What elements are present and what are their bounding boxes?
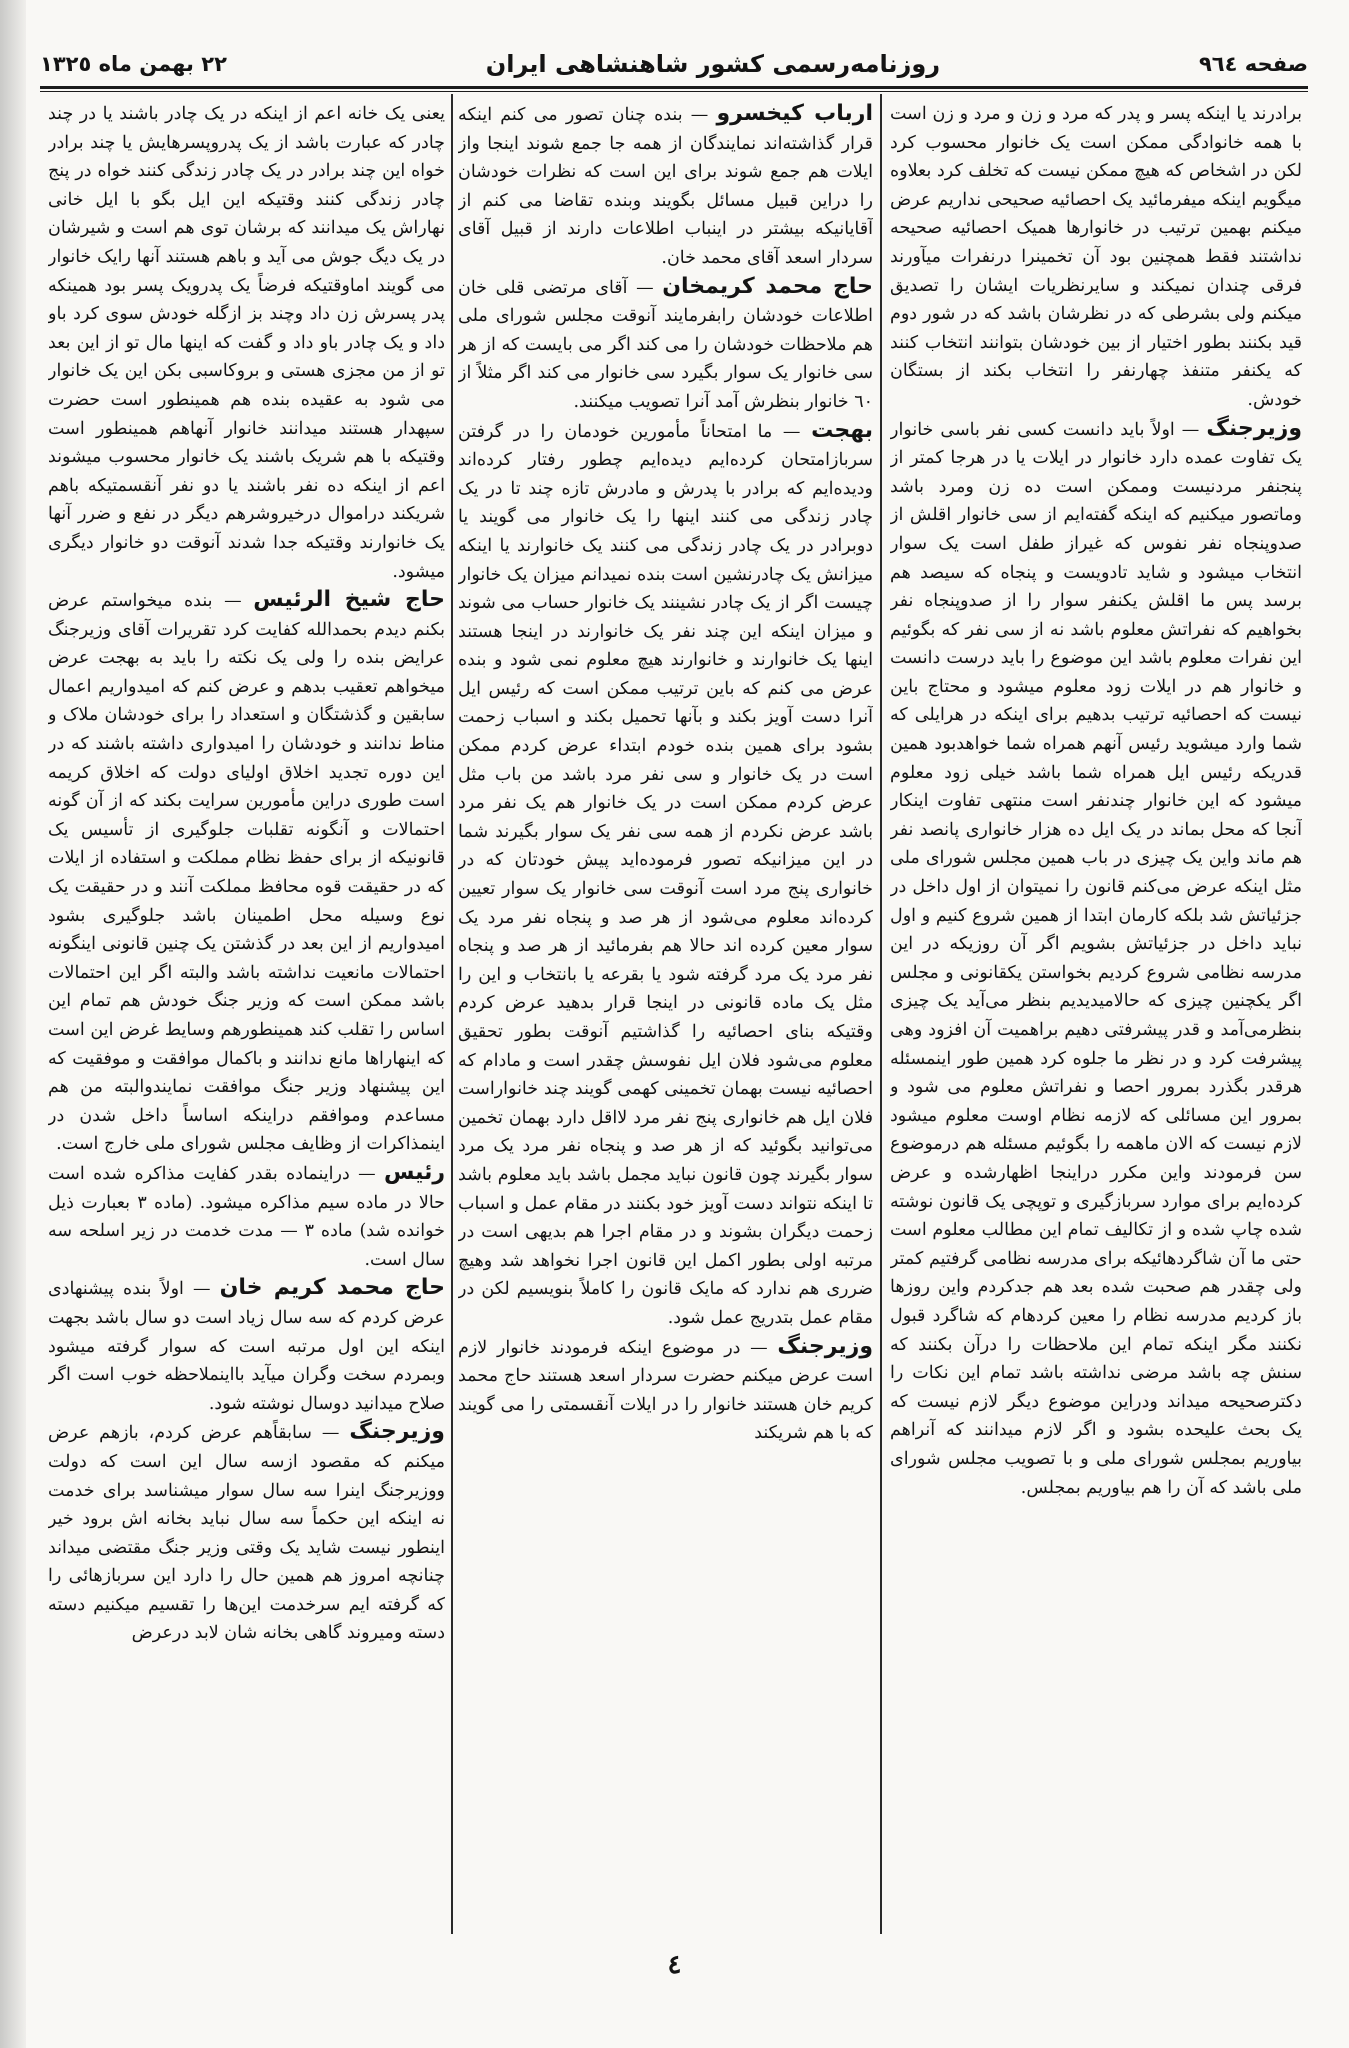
speaker-name: ارباب کیخسرو bbox=[716, 101, 873, 126]
speaker-name: وزیرجنگ bbox=[1206, 415, 1302, 441]
page-number: ٤ bbox=[667, 1950, 682, 1980]
page-edge-shadow bbox=[0, 0, 26, 2048]
paragraph-text: — اولاً باید دانست کسی نفر باسی خانوار یک تفاوت عمده دارد خانوار در ایلات یا در هرجا کمتر از پنجنفر مردنیست وممکن است ده زن ومرد باشد وماتصور میکنیم که اینکه گفته‌ایم از سی خانوار اقلش از صدوپنجاه نفر نفوس که غیراز طفل است یک سوار انتخاب میشود و شاید تادویست و پنجاه که سیصد هم برسد پس ما اقلش یکنفر سوار را از صدوپنجاه نفر بخواهیم که نفراتش معلوم باشد نه از سی نفر که بگوئیم این نفرات معلوم باشد این موضوع را باید درست دانست و خانوار هم در ایلات زود معلوم میشود و محتاج باین نیست که احصائیه ترتیب بدهیم برای اینکه در هرایلی که شما وارد میشوید رئیس آنهم همراه شما خواهدبود همین قدریکه رئیس ایل همراه شما باشد خیلی زود معلوم میشود که این خانوار چندنفر است منتهی تفاوت اینکار آنجا که محل بماند در یک ایل ده هزار خانواری پانصد نفر هم ماند واین یک چیزی در باب همین مجلس شورای ملی مثل اینکه عرض می‌کنم قانون را نمیتوان از اول داخل در جزئیاتش شد بلکه کارمان ابتدا از همین شروع کنیم و اول نباید داخل در جزئیاتش بشویم اگر آن روزیکه در این مدرسه نظامی شروع کردیم بخواستن یکقانونی و مجلس اگر یکچنین چیزی که حالامیدیدیم بنظر می‌آید یک چیزی بنظرمی‌آمد و قدر پیشرفتی دهیم براهمیت آن افزود وهی پیشرفت کرد و در نظر ما جلوه کرد همین طور اینمسئله هرقدر بگذرد بمرور احصا و نفراتش معلوم می شود و بمرور این مسائلی که لازمه نظام اوست معلوم میشود لازم نیست که الان ماهمه را بگوئیم مسئله هم درموضوع سن فرمودند واین مکرر دراینجا اظهارشده و عرض کرده‌ایم برای موارد سربازگیری و توپچی یک قانون نوشته شده چاپ شده و از تکالیف تمام این مطالب معلوم است حتی ما آن شاگردهائیکه برای مدرسه نظامی گرفتیم کمتر ولی چقدر هم صحبت شده بعد هم جدکردم واین روزها باز کردیم مدرسه نظام را معین کردهام که شاگرد قبول نکنند مگر اینکه تمام این ملاحظات را درآن بکنند که سنش چه باشد مرضی نداشته باشد تمام این نکات را دکترصحیحه میداند ودراین موضوع دیگر لازم نیست که یک بحث علیحده بشود و اگر لازم میدانند که آنراهم بیاوریم بمجلس شورای ملی و با تصویب مجلس شورای ملی باشد که آن را هم بیاوریم بمجلس. bbox=[890, 419, 1302, 1498]
paragraph bbox=[48, 1274, 445, 1418]
page-label: صفحه ٩٦٤ bbox=[1198, 52, 1308, 76]
paragraph bbox=[48, 1418, 445, 1648]
speaker-name: حاج شیخ الرئیس bbox=[253, 587, 445, 613]
column-left bbox=[48, 100, 445, 1930]
column-divider-left bbox=[451, 94, 453, 1934]
speaker-name: حاج محمد کریمخان bbox=[662, 273, 873, 299]
column-divider-right bbox=[880, 94, 882, 1934]
speaker-name: رئیس bbox=[383, 1159, 445, 1185]
paragraph bbox=[890, 100, 1302, 415]
paragraph bbox=[458, 100, 873, 273]
header-rule-thin bbox=[40, 91, 1308, 92]
paragraph bbox=[48, 1159, 445, 1274]
paragraph-text: — اولاً بنده پیشنهادی عرض کردم که سه سال زیاد است دو سال باشد بجهت اینکه این اول مرتبه است که سوار گرفته میشود وبمردم سخت وگران میآید بااینملاحظه خوب است اگر صلاح میدانید دوسال نوشته شود. bbox=[48, 1279, 445, 1414]
paragraph-text: برادرند یا اینکه پسر و پدر که مرد و زن و مرد و زن است با همه خانوادگی ممکن است یک خانوار محسوب کرد لکن در اشخاص که هیچ ممکن نیست که تخلف کرد بعلاوه میگویم اینکه میفرمائید یک احصائیه صحیحی نداریم عرض میکنم بهمین ترتیب در خانوارها همیک احصائیه صحیحه نداشتند فقط همچنین بود آن تخمینرا درنفرات میآورند فرقی چندان نمیکند و سایرنظریات ایشان را تصدیق میکنم ولی بشرطی که در نظرشان باشد که در شور دوم قید بکنند بطور اختیار از بین خودشان بتوانند انتخاب کنند که یکنفر متنفذ چهارنفر را انتخاب بکند از بستگان خودش. bbox=[890, 104, 1302, 410]
paragraph-text: یعنی یک خانه اعم از اینکه در یک چادر باشند یا در چند چادر که عبارت باشد از یک پدروپسرهایش یا چند برادر خواه این چند برادر در یک چادر زندگی کنند خواه در پنج چادر زندگی کنند وقتیکه این ایل بگو با ایل خانی نهاراش یک میدانند که برشان توی هم است و شیرشان در یک دیگ جوش می آید و باهم هستند آنها رایک خانوار می گویند اماوقتیکه فرضاً یک پدرویک پسر بود همینکه پدر پسرش زن داد وچند بز ازگله خودش سوی کرد باو داد و یک چادر باو داد و گفت که اینها مال تو از این بعد تو از من مجزی هستی و بروکاسبی بکن این یک خانوار می شود به عقیده بنده هم همینطور است حضرت سپهدار هستند میدانند خانوار آنهاهم همینطور است وقتیکه با هم شریک باشند یک خانوار محسوب میشوند اعم از اینکه ده نفر باشند یا دو نفر آنقسمتیکه باهم شریکند دراموال درخیروشرهم دیگر در نفع و ضرر آنها یک خانوارند وقتیکه جدا شدند آنوقت دو خانوار دیگری میشود. bbox=[48, 104, 445, 582]
speaker-name: وزیرجنگ bbox=[777, 1333, 873, 1359]
paragraph-text: — بنده چنان تصور می کنم اینکه قرار گذاشته‌اند نمایندگان از همه جا جمع شوند اینجا واز ایلات هم جمع شوند برای این است که نظرات خودشان را دراین قبیل مسائل بگویند وبنده تقاضا می کنم از آقایانیکه بیشتر در اینباب اطلاعات دارند از قبیل آقای سردار اسعد آقای محمد خان. bbox=[458, 105, 873, 268]
speaker-name: حاج محمد کریم خان bbox=[219, 1275, 445, 1301]
issue-date: ٢٢ بهمن ماه ١٣٢٥ bbox=[40, 52, 227, 76]
paragraph-text: — بنده میخواستم عرض بکنم دیدم بحمدالله کفایت کرد تقریرات آقای وزیرجنگ عرایض بنده را ولی یک نکته را باید به بهجت عرض میخواهم تعقیب بدهم و عرض کنم که امیدواریم اعمال سابقین و گذشتگان و استعداد را برای خودشان ملاک و مناط ندانند و خودشان را امیدواری داشته باشند که در این دوره تجدید اخلاق اولیای دولت که اخلاق کریمه است طوری دراین مأمورین سرایت بکند که از آن گونه احتمالات و آنگونه تقلبات جلوگیری از تأسیس یک قانونیکه از برای حفظ نظام مملکت و استفاده از ایلات که در حقیقت قوه محافظ مملکت آنند و در حقیقت یک نوع وسیله محل اطمینان باشد جلوگیری بشود امیدواریم از این بعد در گذشتن یک چنین قانونی اینگونه احتمالات مانعیت نداشته باشد والبته اگر این احتمالات باشد ممکن است که وزیر جنگ خودش هم تمام این اساس را تقلب کند همینطورهم وسایط غرض این است که اینهاراها مانع ندانند و باکمال موافقت و موفقیت که این پیشنهاد وزیر جنگ موافقت نمایندوالبته من هم مساعدم وموافقم دراینکه اساساً داخل شدن در اینمذاکرات از وظایف مجلس شورای ملی خارج است. bbox=[48, 591, 445, 1155]
paragraph-text: — سابقاًهم عرض کردم، بازهم عرض میکنم که مقصود ازسه سال این است که دولت ووزیرجنگ اینرا سه سال سوار میشناسد برای خدمت نه اینکه این حکماً سه سال نباید بخانه اش برود خیر اینطور نیست شاید یک وقتی وزیر جنگ مقتضی میداند چنانچه امروز هم همین حال را دارد این سربازهائی را که گرفته ایم سرخدمت این‌ها را تقسیم میکنیم دسته دسته ومیروند گاهی بخانه شان لابد درعرض bbox=[48, 1423, 445, 1644]
paragraph bbox=[48, 100, 445, 586]
paragraph bbox=[458, 417, 873, 1333]
paragraph-text: — دراینماده بقدر کفایت مذاکره شده است حالا در ماده سیم مذاکره میشود. (ماده ۳ بعبارت ذیل خوانده شد) ماده ۳ — مدت خدمت در زیر اسلحه سه سال است. bbox=[48, 1163, 445, 1270]
speaker-name: بهجت bbox=[811, 417, 873, 443]
paragraph-text: — در موضوع اینکه فرمودند خانوار لازم است عرض میکنم حضرت سردار اسعد هستند حاج محمد کریم خان هستند خانوار را در ایلات آنقسمتی را می گویند که با هم شریکند bbox=[458, 1337, 873, 1444]
column-right bbox=[890, 100, 1302, 1930]
header-rule bbox=[40, 86, 1308, 89]
column-middle bbox=[458, 100, 873, 1930]
paragraph-text: — آقای مرتضی قلی خان اطلاعات خودشان رابفرمایند آنوقت مجلس شورای ملی هم ملاحظات خودشان را می کند اگر می بایست که از هر سی خانوار یک سوار بگیرد سی خانوار می کند اگر مثلاً از ٦٠ خانوار بنظرش آمد آنرا تصویب میکنند. bbox=[458, 277, 873, 412]
speaker-name: وزیرجنگ bbox=[349, 1419, 445, 1445]
page-header bbox=[40, 44, 1308, 84]
paragraph-text: — ما امتحاناً مأمورین خودمان را در گرفتن سربازامتحان کرده‌ایم دیده‌ایم چطور رفتار کرده‌اند ودیده‌ایم که برادر با پدرش و مادرش تازه چند تا در یک چادر زندگی می کنند اینها را یک خانوار می گویند یا دوبرادر در یک چادر زندگی می کنند یک خانوارند یا اینکه میزانش یک چادرنشین است بنده نمیدانم میزان یک خانوار چیست اگر از یک چادر نشینند یک خانوار حساب می شوند و میزان اینکه این چند نفر یک خانوارند در اینجا هستند اینها یک خانوارند و خانوارند هیچ معلوم نمی شود و بنده عرض می کنم که باین ترتیب ممکن است که رئیس ایل آنرا دست آویز بکند و بآنها تحمیل بکند و اسباب زحمت بشود برای همین بنده خودم ابتداء عرض کردم ممکن است در یک خانوار و سی نفر مرد باشد من باب مثل عرض کردم ممکن است در یک خانوار هم یک نفر مرد باشد عرض نکردم از همه سی نفر یک سوار بگیرند شما در این میزانیکه تصور فرموده‌اید پیش خودتان که در خانواری پنج مرد است آنوقت سی خانوار یک سوار تعیین کرده‌اند معلوم می‌شود از هر صد و پنجاه نفر مرد یک سوار معین کرده اند حالا هم بفرمائید از هر صد و پنجاه نفر مرد یک مرد گرفته شود یا بقرعه یا بانتخاب و این را مثل یک ماده قانونی در اینجا قرار بدهید عرض کردم وقتیکه بنای احصائیه را گذاشتیم آنوقت بطور تحقیق معلوم می‌شود فلان ایل نفوسش چقدر است و مادام که احصائیه نیست بهمان تخمینی کهمی گویند چند خانواراست فلان ایل هم خانواری پنج نفر مرد لااقل دارد بهمان تخمین می‌توانید بگوئید که از هر صد و پنجاه نفر مرد یک مرد سوار بگیرند چون قانون نباید مجمل باشد باید معلوم باشد تا اینکه نتواند دست آویز خود بکنند در مقام عمل و اسباب زحمت دیگران بشوند و در مقام اجرا هم بدیهی است در مرتبه اولی بطور اکمل این قانون اجرا نخواهد شد وهیچ ضرری هم ندارد که مایک قانون را کاملاً بنویسیم لکن در مقام عمل بتدریج عمل شود. bbox=[458, 421, 873, 1328]
newspaper-title: روزنامه‌رسمی کشور شاهنشاهی ایران bbox=[485, 50, 941, 78]
paragraph bbox=[890, 415, 1302, 1503]
paragraph bbox=[458, 273, 873, 417]
paragraph bbox=[48, 586, 445, 1159]
paragraph bbox=[458, 1333, 873, 1448]
